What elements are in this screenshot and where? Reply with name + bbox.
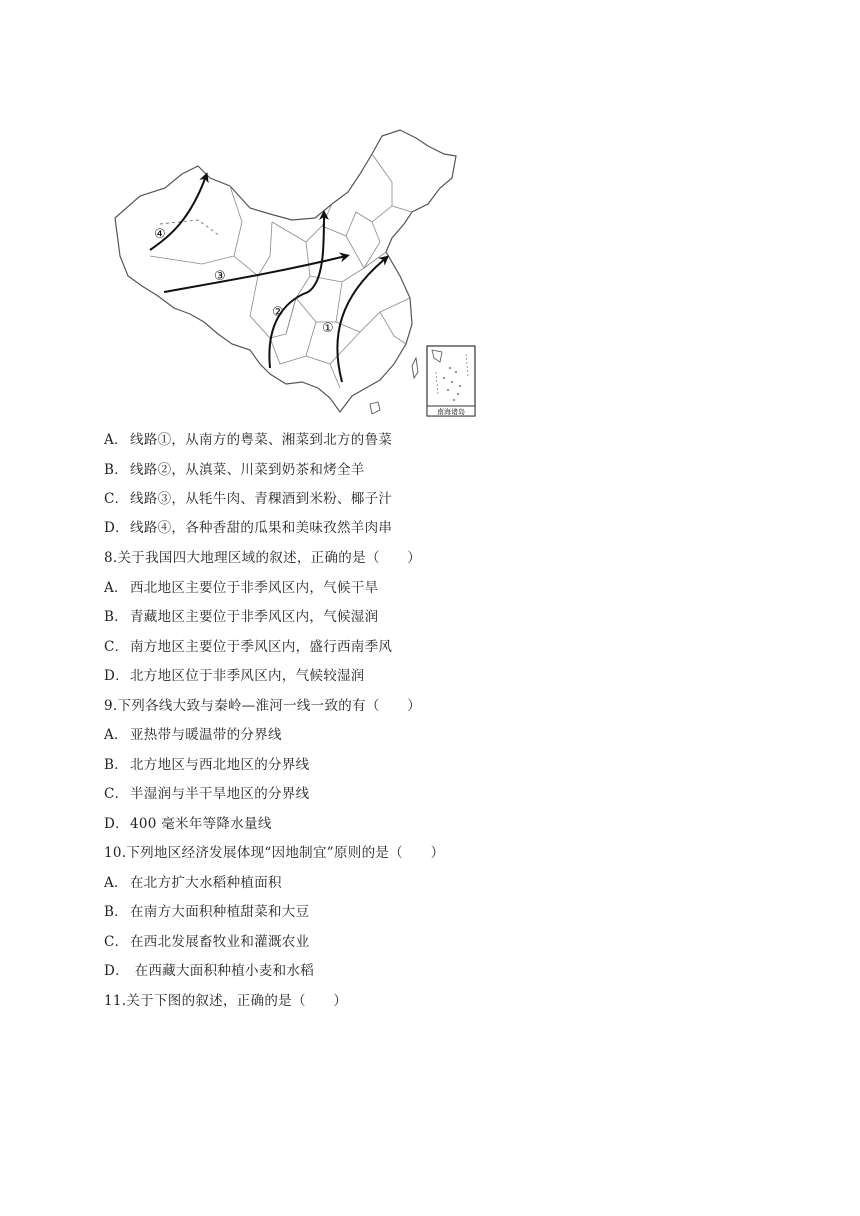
q8-option-b: B． 青藏地区主要位于非季风区内，气候湿润 xyxy=(104,609,379,625)
q9-option-a: A． 亚热带与暖温带的分界线 xyxy=(104,727,282,743)
china-outline xyxy=(115,130,456,412)
q7-option-c: C． 线路③，从牦牛肉、青稞酒到米粉、椰子汁 xyxy=(104,491,393,507)
q8-stem: 8.关于我国四大地理区域的叙述，正确的是（ ） xyxy=(104,550,422,566)
route-2-arrow xyxy=(269,214,324,368)
q8-option-a: A． 西北地区主要位于非季风区内，气候干旱 xyxy=(104,580,379,596)
q10-option-c: C． 在西北发展畜牧业和灌溉农业 xyxy=(104,934,310,950)
q7-option-a: A． 线路①，从南方的粤菜、湘菜到北方的鲁菜 xyxy=(104,432,393,448)
q11-stem: 11.关于下图的叙述，正确的是（ ） xyxy=(104,993,348,1009)
route-label-1: ① xyxy=(322,321,334,336)
q9-option-d: D．400 毫米年等降水量线 xyxy=(104,816,272,832)
route-label-4: ④ xyxy=(154,227,166,242)
q7-option-b: B． 线路②，从滇菜、川菜到奶茶和烤全羊 xyxy=(104,462,365,478)
q9-option-c: C． 半湿润与半干旱地区的分界线 xyxy=(104,786,310,802)
route-1-arrow xyxy=(337,258,386,382)
q9-option-b: B． 北方地区与西北地区的分界线 xyxy=(104,757,310,773)
q10-option-b: B． 在南方大面积种植甜菜和大豆 xyxy=(104,904,310,920)
route-label-2: ② xyxy=(272,305,284,320)
q9-stem: 9.下列各线大致与秦岭—淮河一线一致的有（ ） xyxy=(104,698,422,714)
inset-label: 南海诸岛 xyxy=(437,408,465,416)
q7-option-d: D．线路④，各种香甜的瓜果和美味孜然羊肉串 xyxy=(104,520,393,536)
q10-option-a: A． 在北方扩大水稻种植面积 xyxy=(104,875,282,891)
q10-option-d: D． 在西藏大面积种植小麦和水稻 xyxy=(104,963,314,979)
q8-option-c: C． 南方地区主要位于季风区内，盛行西南季风 xyxy=(104,639,393,655)
china-food-route-map xyxy=(110,126,480,422)
south-china-sea-inset xyxy=(427,346,475,416)
route-label-3: ③ xyxy=(214,269,226,284)
q10-stem: 10.下列地区经济发展体现“因地制宜”原则的是（ ） xyxy=(104,845,445,861)
q8-option-d: D．北方地区位于非季风区内，气候较湿润 xyxy=(104,668,365,684)
